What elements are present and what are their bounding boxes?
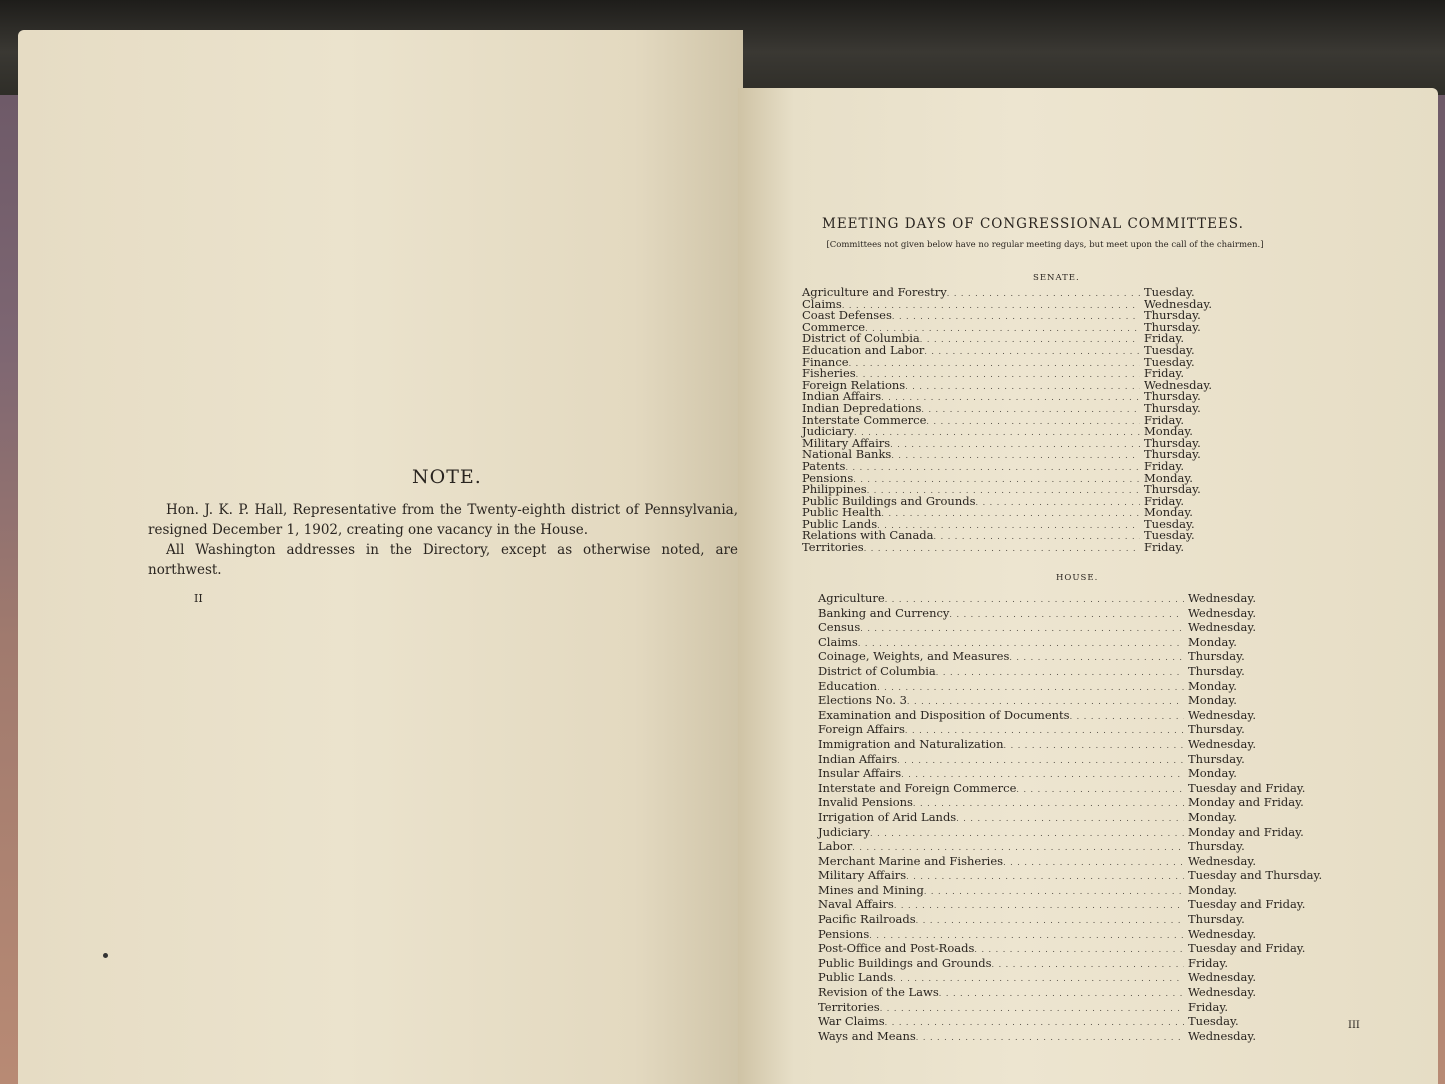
leader-dots [885,1018,1184,1027]
leader-dots [858,639,1184,648]
committee-name: Pacific Railroads [818,912,916,927]
committee-row [802,366,1222,381]
leader-dots [926,417,1140,426]
committee-row [802,482,1222,497]
meeting-day: Friday. [1188,955,1228,970]
committee-name: District of Columbia [802,331,920,346]
meeting-day: Thursday. [1144,308,1201,323]
committee-name: Immigration and Naturalization [818,736,1004,751]
committee-name: Territories [802,540,864,555]
committee-name: Public Buildings and Grounds [818,955,992,970]
committee-name: Claims [818,634,858,649]
committee-name: Invalid Pensions [818,795,913,810]
meeting-day: Wednesday. [1188,707,1257,722]
committee-name: Pensions [818,926,870,941]
meeting-day: Monday. [1144,470,1193,485]
committee-row [818,766,1318,781]
leader-dots [893,974,1184,983]
committee-row [802,528,1222,543]
committee-name: Public Buildings and Grounds [802,493,976,508]
house-committee-list [818,591,1323,1043]
leader-dots [901,770,1184,779]
leader-dots [921,405,1140,414]
committee-name: Indian Affairs [818,751,898,766]
leader-dots [956,814,1184,823]
committee-name: Claims [802,296,842,311]
meeting-day: Monday. [1144,424,1193,439]
leader-dots [924,887,1184,896]
meeting-day: Monday. [1188,882,1237,897]
meeting-day: Thursday. [1188,663,1245,678]
committee-name: Banking and Currency [818,605,950,620]
committee-name: Foreign Affairs [818,722,905,737]
committee-name: Pensions [802,470,854,485]
meeting-day: Thursday. [1144,400,1201,415]
committee-row [818,868,1323,883]
leader-dots [864,544,1140,553]
committee-name: National Banks [802,447,892,462]
meeting-day: Thursday. [1144,389,1201,404]
committee-row [802,517,1222,529]
committee-name: Indian Depredations [802,400,922,415]
committee-name: Education and Labor [802,342,925,357]
meeting-day: Friday. [1144,331,1184,346]
committee-row [818,897,1318,912]
committee-name: Examination and Disposition of Documents [818,707,1070,722]
meeting-day: Friday. [1144,412,1184,427]
leader-dots [976,498,1141,507]
committee-row [818,795,1318,810]
house-heading: HOUSE. [1056,573,1099,583]
leader-dots [905,726,1184,735]
committee-row [802,413,1222,425]
committee-row [802,505,1222,520]
page-title: MEETING DAYS OF CONGRESSIONAL COMMITTEES. [822,216,1244,232]
meeting-day: Monday. [1188,634,1237,649]
leader-dots [1003,858,1184,867]
meeting-day: Thursday. [1144,435,1201,450]
meeting-day: Wednesday. [1188,591,1257,605]
committee-name: Finance [802,354,849,369]
committee-name: Public Lands [802,516,878,531]
leader-dots [913,799,1184,808]
leader-dots [936,668,1184,677]
committee-name: Judiciary [802,424,855,439]
meeting-day: Friday. [1188,999,1228,1014]
committee-name: Fisheries [802,366,856,381]
meeting-day: Tuesday and Friday. [1188,897,1306,912]
committee-name: Mines and Mining [818,882,924,897]
committee-row [802,436,1222,448]
leader-dots [897,756,1184,765]
meeting-day: Tuesday. [1144,516,1195,531]
leader-dots [907,697,1184,706]
meeting-day: Thursday. [1188,912,1245,927]
leader-dots [869,931,1184,940]
meeting-day: Thursday. [1144,482,1201,497]
committee-row [818,1029,1318,1044]
page-number-right: III [1348,1020,1360,1031]
committee-row [802,331,1222,346]
leader-dots [870,829,1184,838]
committee-name: Education [818,678,878,693]
leader-dots [885,595,1184,604]
meeting-day: Wednesday. [1188,985,1257,1000]
leader-dots [939,989,1184,998]
leader-dots [1004,741,1184,750]
meeting-day: Friday. [1144,366,1184,381]
committee-name: Public Lands [818,970,894,985]
leader-dots [852,843,1184,852]
leader-dots [894,901,1184,910]
leader-dots [853,475,1140,484]
meeting-day: Monday. [1188,678,1237,693]
committee-row [818,649,1318,664]
committee-name: Patents [802,458,846,473]
committee-name: Labor [818,839,853,854]
committee-name: Interstate Commerce [802,412,927,427]
committee-row [818,839,1318,854]
committee-name: Philippines [802,482,867,497]
leader-dots [924,347,1140,356]
meeting-day: Wednesday. [1188,970,1257,985]
meeting-day: Monday. [1188,809,1237,824]
committee-name: Revision of the Laws [818,985,939,1000]
committee-name: Relations with Canada [802,528,934,543]
committee-row [818,825,1318,840]
committee-row [818,679,1318,694]
meeting-day: Wednesday. [1188,853,1257,868]
leader-dots [854,428,1140,437]
committee-row [802,378,1222,390]
leader-dots [877,683,1184,692]
senate-heading: SENATE. [1033,273,1080,283]
meeting-day: Tuesday. [1144,354,1195,369]
committee-name: Foreign Relations [802,377,906,392]
committee-row [818,620,1318,635]
committee-name: Agriculture and Forestry [802,285,947,299]
committee-row [818,693,1318,708]
meeting-day: Thursday. [1144,447,1201,462]
committee-row [802,494,1222,506]
leader-dots [916,1033,1184,1042]
meeting-day: Wednesday. [1144,296,1213,311]
committee-row [818,752,1318,767]
committee-name: War Claims [818,1014,885,1029]
meeting-day: Tuesday. [1188,1014,1239,1029]
committee-row [818,708,1318,723]
leader-dots [880,1004,1184,1013]
meeting-day: Wednesday. [1188,1028,1257,1043]
meeting-day: Thursday. [1188,839,1245,854]
leader-dots [1070,712,1184,721]
leader-dots [1016,785,1184,794]
ink-speck [103,953,108,958]
committee-name: Merchant Marine and Fisheries [818,853,1004,868]
leader-dots [906,872,1184,881]
senate-committee-list [802,285,1222,555]
meeting-day: Tuesday. [1144,342,1195,357]
committee-row [802,343,1222,355]
leader-dots [992,960,1185,969]
committee-row [802,320,1222,332]
committee-name: Census [818,620,861,635]
committee-name: Coast Defenses [802,308,892,323]
meeting-day: Tuesday and Thursday. [1188,868,1323,883]
leader-dots [860,624,1184,633]
leader-dots [845,463,1140,472]
leader-dots [920,335,1140,344]
committee-name: Irrigation of Arid Lands [818,809,957,824]
leader-dots [849,359,1140,368]
page-subtitle: [Committees not given below have no regular meeting days, but meet upon the call of the chairmen.] [826,240,1264,250]
leader-dots [1009,653,1184,662]
meeting-day: Tuesday. [1144,285,1195,299]
note-paragraph: All Washington addresses in the Directory, except as otherwise noted, are northwest. [148,542,738,578]
committee-name: Naval Affairs [818,897,894,912]
meeting-day: Wednesday. [1188,620,1257,635]
committee-name: Military Affairs [802,435,891,450]
committee-row [818,956,1318,971]
committee-row [818,854,1318,869]
committee-row [802,285,1222,297]
meeting-day: Thursday. [1144,319,1201,334]
committee-row [818,927,1318,942]
meeting-day: Tuesday. [1144,528,1195,543]
committee-row [818,912,1318,927]
committee-row [818,1000,1318,1015]
leader-dots [891,451,1140,460]
leader-dots [892,312,1140,321]
committee-name: Post-Office and Post-Roads [818,941,975,956]
committee-name: Coinage, Weights, and Measures [818,649,1010,664]
committee-row [818,664,1318,679]
meeting-day: Monday. [1188,693,1237,708]
committee-name: Insular Affairs [818,766,902,781]
committee-row [818,781,1318,796]
committee-row [818,591,1318,606]
leader-dots [947,289,1140,298]
committee-row [818,722,1318,737]
meeting-day: Tuesday and Friday. [1188,780,1306,795]
meeting-day: Wednesday. [1188,605,1257,620]
leader-dots [916,916,1184,925]
page-number-left: II [194,592,203,605]
leader-dots [949,610,1184,619]
committee-row [818,970,1318,985]
committee-row [802,401,1222,413]
note-title: NOTE. [412,466,482,488]
committee-name: Military Affairs [818,868,907,883]
committee-row [818,810,1318,825]
leader-dots [890,440,1140,449]
leader-dots [881,509,1140,518]
committee-row [802,308,1222,323]
meeting-day: Friday. [1144,493,1184,508]
leader-dots [974,945,1184,954]
committee-row [802,447,1222,462]
committee-row [818,606,1318,621]
committee-row [818,883,1318,898]
meeting-day: Thursday. [1188,722,1245,737]
committee-row [802,471,1222,483]
committee-name: Indian Affairs [802,389,882,404]
committee-row [818,941,1318,956]
meeting-day: Monday. [1144,505,1193,520]
committee-name: Judiciary [818,824,871,839]
committee-name: Ways and Means [818,1028,916,1043]
meeting-day: Monday and Friday. [1188,824,1304,839]
committee-name: Territories [818,999,880,1014]
committee-row [818,1014,1318,1029]
meeting-day: Thursday. [1188,649,1245,664]
committee-name: Commerce [802,319,866,334]
meeting-day: Wednesday. [1188,736,1257,751]
leader-dots [905,382,1140,391]
meeting-day: Monday and Friday. [1188,795,1304,810]
meeting-day: Friday. [1144,540,1184,555]
leader-dots [934,532,1140,541]
committee-name: Elections No. 3 [818,693,907,708]
meeting-day: Wednesday. [1144,377,1213,392]
meeting-day: Tuesday and Friday. [1188,941,1306,956]
committee-name: District of Columbia [818,663,936,678]
meeting-day: Wednesday. [1188,926,1257,941]
committee-name: Agriculture [818,591,885,605]
committee-name: Public Health [802,505,882,520]
committee-row [818,635,1318,650]
committee-row [802,389,1222,404]
note-paragraph: Hon. J. K. P. Hall, Representative from the Twenty-eighth district of Pennsylvania, resigned December 1, 1902, creating one vacancy in the House. [148,502,738,538]
meeting-day: Friday. [1144,458,1184,473]
committee-row [818,737,1318,752]
note-body [148,500,738,580]
committee-row [818,985,1318,1000]
meeting-day: Monday. [1188,766,1237,781]
meeting-day: Thursday. [1188,751,1245,766]
committee-name: Interstate and Foreign Commerce [818,780,1017,795]
